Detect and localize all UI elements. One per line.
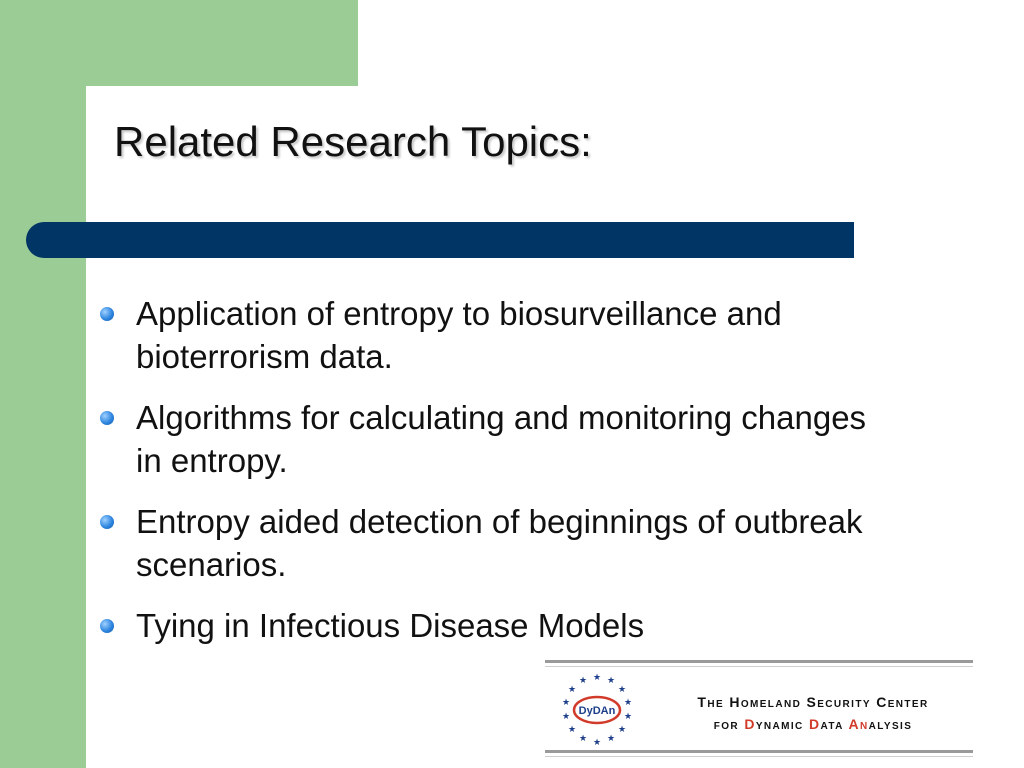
bullet-dot-icon <box>100 515 114 529</box>
bullet-list <box>98 292 898 665</box>
slide-title: Related Research Topics: <box>114 118 592 165</box>
svg-text:★: ★ <box>623 698 633 708</box>
svg-text:★: ★ <box>567 685 577 695</box>
svg-text:★: ★ <box>592 673 602 683</box>
logo-rule-top <box>545 660 973 663</box>
bullet-dot-icon <box>100 307 114 321</box>
svg-text:★: ★ <box>623 712 633 722</box>
svg-text:★: ★ <box>592 738 602 748</box>
bullet-item <box>98 396 898 482</box>
bullet-text: Entropy aided detection of beginnings of outbreak scenarios. <box>136 503 863 583</box>
bullet-item <box>98 500 898 586</box>
green-top-band <box>0 0 358 86</box>
dydan-badge-icon <box>559 672 635 748</box>
green-side-band <box>0 0 86 768</box>
dydan-logo <box>545 660 973 760</box>
svg-text:★: ★ <box>578 676 588 686</box>
bullet-dot-icon <box>100 619 114 633</box>
svg-text:★: ★ <box>617 685 627 695</box>
logo-badge-text: DyDAn <box>578 705 616 717</box>
bullet-item <box>98 604 898 647</box>
svg-text:★: ★ <box>606 676 616 686</box>
logo-rule-top-thin <box>545 666 973 667</box>
bullet-text: Tying in Infectious Disease Models <box>136 607 645 644</box>
logo-rule-bottom-thin <box>545 756 973 757</box>
svg-text:★: ★ <box>561 712 571 722</box>
svg-text:★: ★ <box>578 734 588 744</box>
svg-text:★: ★ <box>606 734 616 744</box>
svg-text:★: ★ <box>561 698 571 708</box>
logo-line-2: for Dynamic Data Analysis <box>713 716 913 732</box>
bullet-text: Application of entropy to biosurveillance and bioterrorism data. <box>136 295 782 375</box>
svg-text:★: ★ <box>617 725 627 735</box>
bullet-text: Algorithms for calculating and monitoring changes in entropy. <box>136 399 867 479</box>
svg-text:★: ★ <box>567 725 577 735</box>
title-underline-bar <box>26 222 854 258</box>
bullet-item <box>98 292 898 378</box>
logo-line-1: The Homeland Security Center <box>697 694 929 710</box>
logo-rule-bottom <box>545 750 973 753</box>
bullet-dot-icon <box>100 411 114 425</box>
